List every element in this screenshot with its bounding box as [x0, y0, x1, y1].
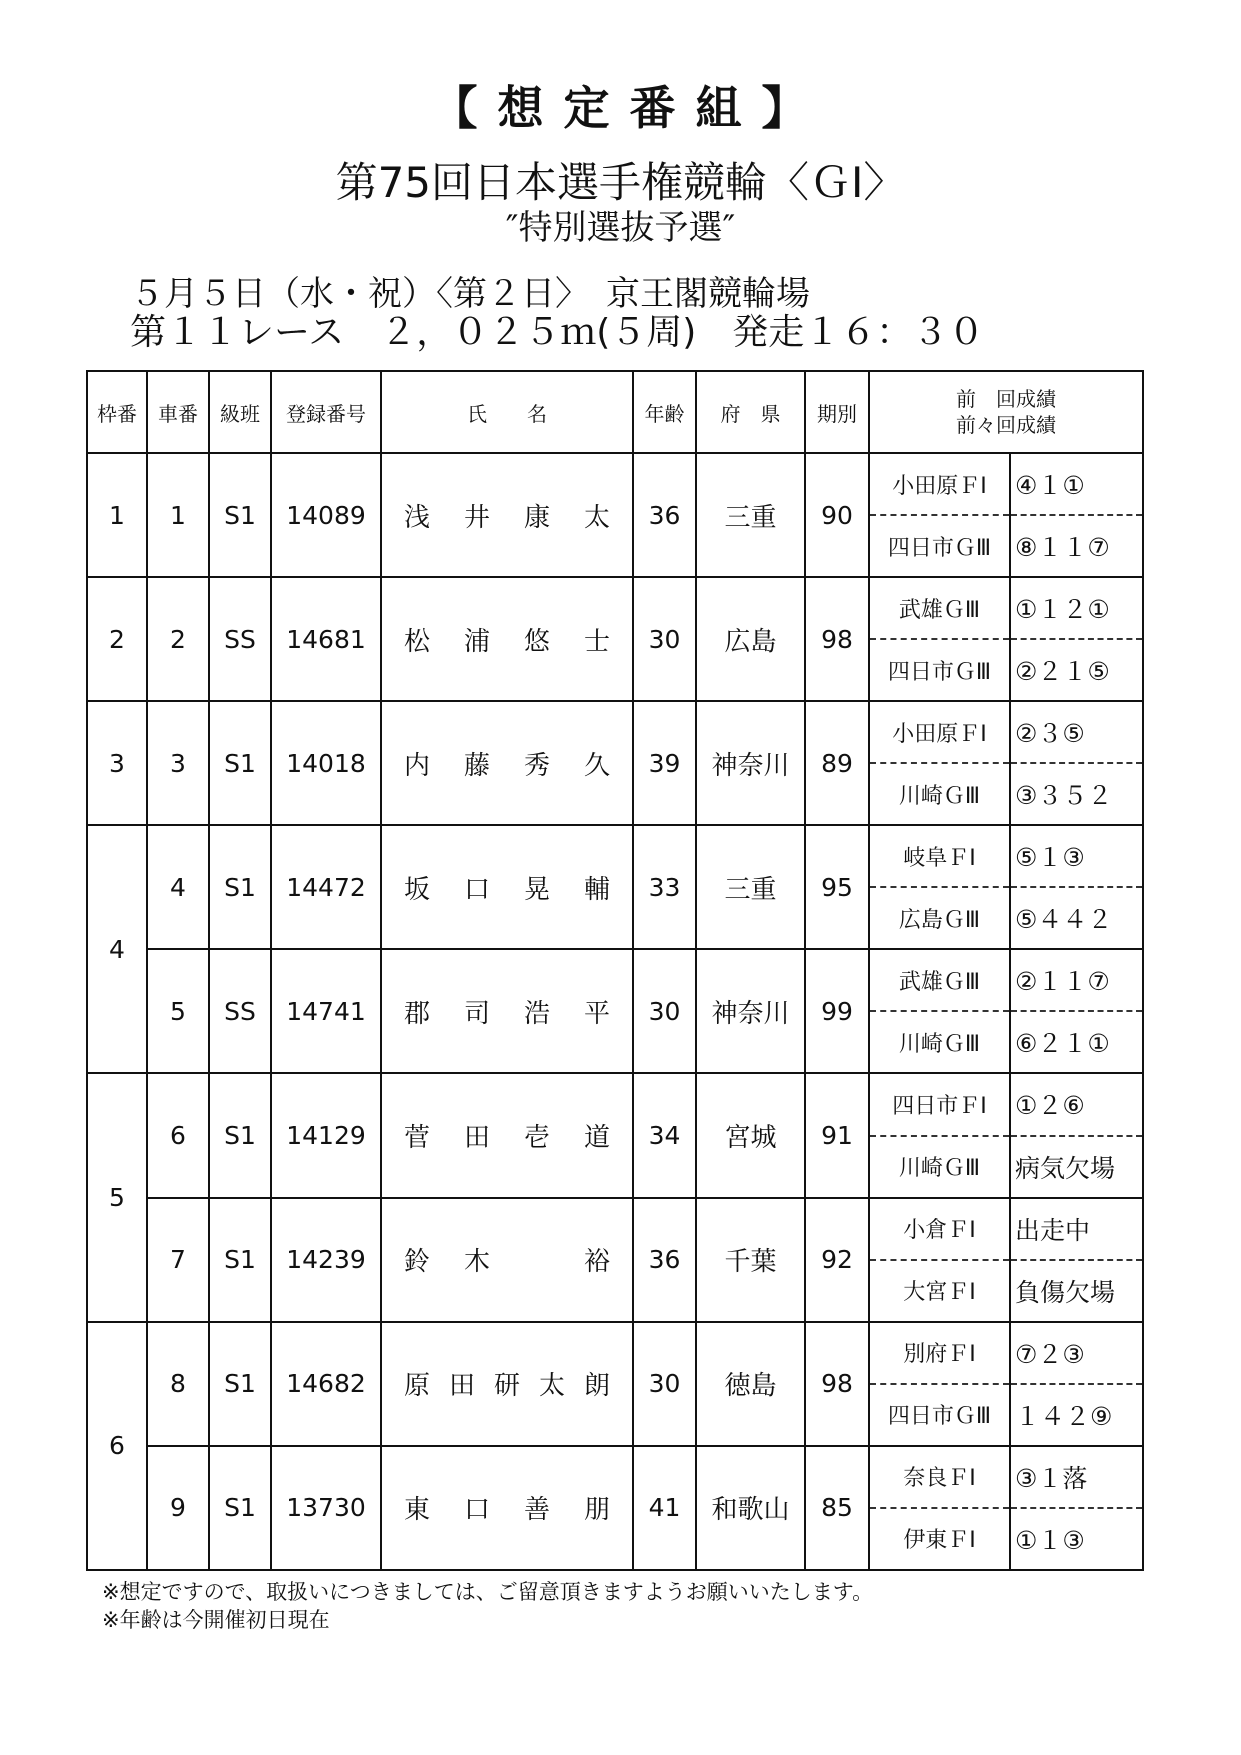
waku-number: 1 [87, 453, 147, 577]
race-category: ″特別選抜予選″ [505, 208, 736, 248]
table-row [87, 1198, 1143, 1260]
rider-term: 92 [805, 1198, 869, 1322]
prev-result: ④１① [1010, 453, 1143, 515]
header-previous-results [869, 371, 1143, 453]
rider-class: S1 [209, 825, 271, 949]
rider-term: 89 [805, 701, 869, 825]
rider-age: 34 [633, 1073, 696, 1197]
prev-result: ⑤１③ [1010, 825, 1143, 887]
rider-age: 30 [633, 577, 696, 701]
car-number: 8 [147, 1322, 209, 1446]
rider-prefecture: 広島 [696, 577, 805, 701]
event-name: 第75回日本選手権競輪〈ＧⅠ〉 [335, 158, 906, 207]
prev2-venue: 伊東ＦⅠ [869, 1508, 1010, 1570]
rider-prefecture: 千葉 [696, 1198, 805, 1322]
registration-number: 14741 [271, 949, 381, 1073]
rider-prefecture: 神奈川 [696, 949, 805, 1073]
car-number: 1 [147, 453, 209, 577]
rider-name: 原田研太朗 [381, 1322, 633, 1446]
prev2-venue: 川崎ＧⅢ [869, 1011, 1010, 1073]
table-row [87, 825, 1143, 887]
registration-number: 14129 [271, 1073, 381, 1197]
prev2-result: １４２⑨ [1010, 1384, 1143, 1446]
rider-class: S1 [209, 1073, 271, 1197]
rider-age: 41 [633, 1446, 696, 1570]
waku-number: 6 [87, 1322, 147, 1570]
header-registration: 登録番号 [271, 371, 381, 453]
car-number: 5 [147, 949, 209, 1073]
rider-name: 郡司浩平 [381, 949, 633, 1073]
car-number: 9 [147, 1446, 209, 1570]
prev2-result: 病気欠場 [1010, 1136, 1143, 1198]
rider-prefecture: 徳島 [696, 1322, 805, 1446]
footnote-disclaimer: ※想定ですので、取扱いにつきましては、ご留意頂きますようお願いいたします。 [102, 1580, 874, 1604]
car-number: 3 [147, 701, 209, 825]
registration-number: 14018 [271, 701, 381, 825]
table-row [87, 1073, 1143, 1135]
waku-number: 3 [87, 701, 147, 825]
prev2-venue: 四日市ＧⅢ [869, 639, 1010, 701]
prev-venue: 小田原ＦⅠ [869, 701, 1010, 763]
waku-number: 2 [87, 577, 147, 701]
waku-number: 4 [87, 825, 147, 1073]
prev-venue: 岐阜ＦⅠ [869, 825, 1010, 887]
registration-number: 14239 [271, 1198, 381, 1322]
rider-name: 内藤秀久 [381, 701, 633, 825]
prev-result: ②３⑤ [1010, 701, 1143, 763]
prev2-result: ⑤４４２ [1010, 887, 1143, 949]
header-prev2: 前々回成績 [956, 413, 1056, 437]
rider-prefecture: 和歌山 [696, 1446, 805, 1570]
page-title: 【 想 定 番 組 】 [431, 81, 810, 135]
rider-age: 36 [633, 1198, 696, 1322]
registration-number: 14472 [271, 825, 381, 949]
prev-result: ①２⑥ [1010, 1073, 1143, 1135]
rider-class: SS [209, 949, 271, 1073]
rider-name: 菅田壱道 [381, 1073, 633, 1197]
prev-venue: 武雄ＧⅢ [869, 577, 1010, 639]
rider-class: S1 [209, 1446, 271, 1570]
rider-class: S1 [209, 1322, 271, 1446]
car-number: 7 [147, 1198, 209, 1322]
table-row [87, 1446, 1143, 1508]
prev2-result: ⑧１１⑦ [1010, 515, 1143, 577]
rider-prefecture: 三重 [696, 825, 805, 949]
rider-class: S1 [209, 701, 271, 825]
table-row [87, 701, 1143, 763]
prev-venue: 武雄ＧⅢ [869, 949, 1010, 1011]
prev2-result: 負傷欠場 [1010, 1260, 1143, 1322]
header-age: 年齢 [633, 371, 696, 453]
registration-number: 13730 [271, 1446, 381, 1570]
header-prev1: 前 回成績 [956, 387, 1056, 411]
rider-name: 坂口晃輔 [381, 825, 633, 949]
prev-venue: 四日市ＦⅠ [869, 1073, 1010, 1135]
rider-name: 浅井康太 [381, 453, 633, 577]
rider-term: 98 [805, 577, 869, 701]
rider-name: 松浦悠士 [381, 577, 633, 701]
date-venue-line: ５月５日（水・祝）〈第２日〉 京王閣競輪場 [130, 274, 810, 314]
prev2-venue: 四日市ＧⅢ [869, 515, 1010, 577]
rider-term: 91 [805, 1073, 869, 1197]
rider-prefecture: 宮城 [696, 1073, 805, 1197]
car-number: 2 [147, 577, 209, 701]
race-info-line: 第１１レース ２，０２５ｍ(５周) 発走１６：３０ [130, 312, 985, 353]
table-row [87, 949, 1143, 1011]
rider-class: S1 [209, 453, 271, 577]
race-program-table [86, 370, 1144, 1571]
prev-venue: 奈良ＦⅠ [869, 1446, 1010, 1508]
rider-term: 90 [805, 453, 869, 577]
header-name: 氏 名 [381, 371, 633, 453]
rider-term: 95 [805, 825, 869, 949]
prev2-result: ⑥２１① [1010, 1011, 1143, 1073]
rider-age: 39 [633, 701, 696, 825]
prev-venue: 別府ＦⅠ [869, 1322, 1010, 1384]
rider-prefecture: 神奈川 [696, 701, 805, 825]
prev2-venue: 大宮ＦⅠ [869, 1260, 1010, 1322]
prev-result: ③１落 [1010, 1446, 1143, 1508]
footnote-age: ※年齢は今開催初日現在 [102, 1608, 330, 1632]
table-header-row [87, 371, 1143, 453]
prev-result: ②１１⑦ [1010, 949, 1143, 1011]
header-term: 期別 [805, 371, 869, 453]
rider-age: 33 [633, 825, 696, 949]
rider-term: 99 [805, 949, 869, 1073]
header-prefecture: 府 県 [696, 371, 805, 453]
registration-number: 14681 [271, 577, 381, 701]
prev-venue: 小田原ＦⅠ [869, 453, 1010, 515]
rider-name: 鈴木 裕 [381, 1198, 633, 1322]
prev2-result: ②２１⑤ [1010, 639, 1143, 701]
rider-term: 85 [805, 1446, 869, 1570]
registration-number: 14682 [271, 1322, 381, 1446]
prev-venue: 小倉ＦⅠ [869, 1198, 1010, 1260]
table-row [87, 453, 1143, 515]
rider-age: 30 [633, 949, 696, 1073]
rider-class: S1 [209, 1198, 271, 1322]
prev2-venue: 川崎ＧⅢ [869, 763, 1010, 825]
registration-number: 14089 [271, 453, 381, 577]
header-waku: 枠番 [87, 371, 147, 453]
table-row [87, 577, 1143, 639]
prev2-result: ①１③ [1010, 1508, 1143, 1570]
prev2-venue: 広島ＧⅢ [869, 887, 1010, 949]
prev-result: 出走中 [1010, 1198, 1143, 1260]
rider-class: SS [209, 577, 271, 701]
rider-term: 98 [805, 1322, 869, 1446]
car-number: 4 [147, 825, 209, 949]
prev-result: ①１２① [1010, 577, 1143, 639]
rider-age: 30 [633, 1322, 696, 1446]
prev2-venue: 川崎ＧⅢ [869, 1136, 1010, 1198]
car-number: 6 [147, 1073, 209, 1197]
rider-age: 36 [633, 453, 696, 577]
table-row [87, 1322, 1143, 1384]
header-car-number: 車番 [147, 371, 209, 453]
rider-name: 東口善朋 [381, 1446, 633, 1570]
waku-number: 5 [87, 1073, 147, 1321]
prev2-result: ③３５２ [1010, 763, 1143, 825]
header-class: 級班 [209, 371, 271, 453]
rider-prefecture: 三重 [696, 453, 805, 577]
prev2-venue: 四日市ＧⅢ [869, 1384, 1010, 1446]
prev-result: ⑦２③ [1010, 1322, 1143, 1384]
